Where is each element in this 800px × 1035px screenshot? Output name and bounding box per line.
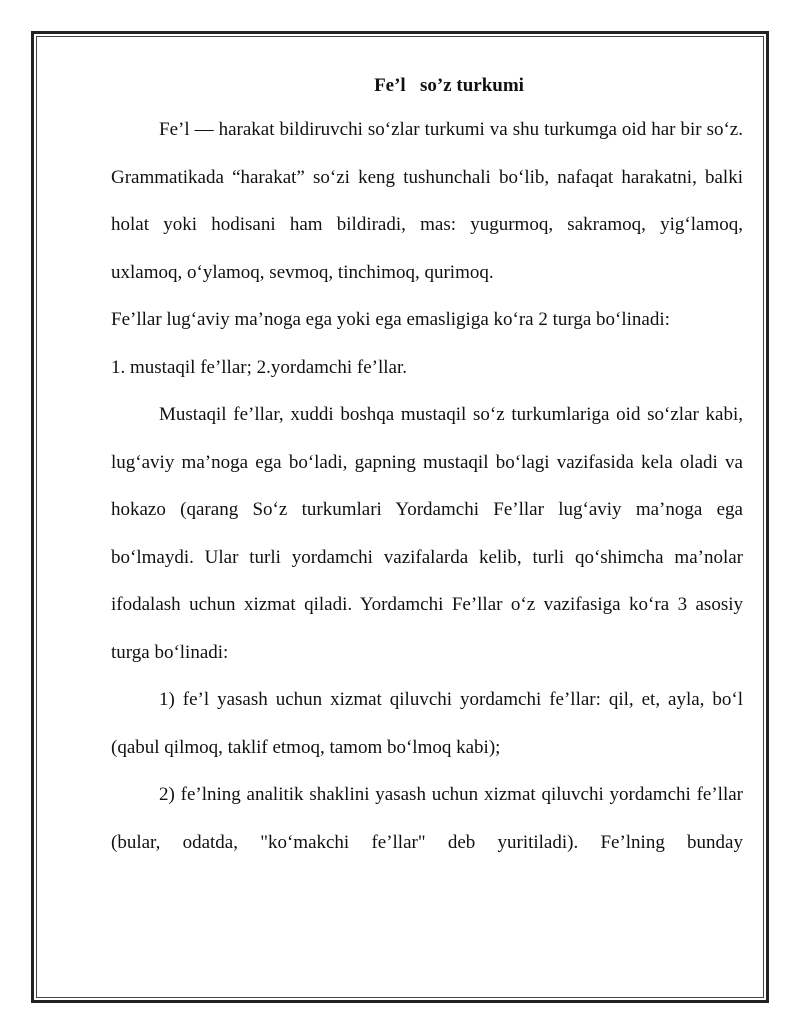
paragraph-item-2: 2) fe’lning analitik shaklini yasash uchun xizmat qiluvchi yordamchi fe’llar (bular, odatda, "ko‘makchi fe’llar" deb yuritiladi). Fe’lning bunday bbox=[111, 784, 743, 853]
paragraph-classification: Fe’llar lug‘aviy ma’noga ega yoki ega emasligiga ko‘ra 2 turga bo‘linadi: bbox=[111, 309, 670, 330]
paragraph-types-list: 1. mustaqil fe’llar; 2.yordamchi fe’llar. bbox=[111, 356, 407, 378]
document-title: Fe’l so’z turkumi bbox=[374, 75, 524, 96]
paragraph-definition: Fe’l — harakat bildiruvchi so‘zlar turkumi va shu turkumga oid har bir so‘z. Grammatikada “harakat” so‘zi keng tushunchali bo‘lib, nafaqat harakatni, balki holat yoki hodisani ham bildiradi, mas: yugurmoq, sakramoq, yig‘lamoq, uxlamoq, o‘ylamoq, sevmoq, tinchimoq, qurimoq. bbox=[111, 119, 743, 283]
document-body bbox=[111, 66, 743, 866]
paragraph-item-1: 1) fe’l yasash uchun xizmat qiluvchi yordamchi fe’llar: qil, et, ayla, bo‘l (qabul qilmoq, taklif etmoq, tamom bo‘lmoq kabi); bbox=[111, 689, 743, 758]
paragraph-independent-verbs: Mustaqil fe’llar, xuddi boshqa mustaqil so‘z turkumlariga oid so‘zlar kabi, lug‘aviy ma’noga ega bo‘ladi, gapning mustaqil bo‘lagi vazifasida kela oladi va hokazo (qarang So‘z turkumlari Yordamchi Fe’llar lug‘aviy ma’noga ega bo‘lmaydi. Ular turli yordamchi vazifalarda kelib, turli qo‘shimcha ma’nolar ifodalash uchun xizmat qiladi. Yordamchi Fe’llar o‘z vazifasiga ko‘ra 3 asosiy turga bo‘linadi: bbox=[111, 404, 743, 663]
